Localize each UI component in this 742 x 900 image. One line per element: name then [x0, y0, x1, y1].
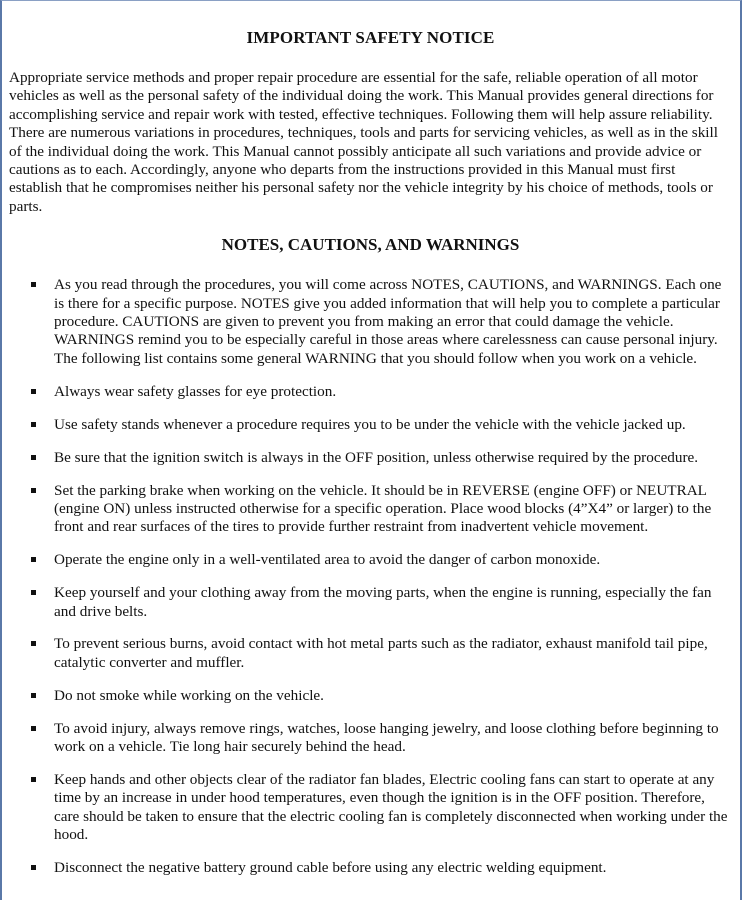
list-item-text: To prevent serious burns, avoid contact with hot metal parts such as the radiator, exhaust manifold tail pipe, catalytic converter and muffler.: [54, 635, 708, 671]
list-item-text: Set the parking brake when working on the vehicle. It should be in REVERSE (engine OFF) or NEUTRAL (engine ON) unless instructed otherwise for a specific operation. Place wood blocks (4”X4” or larger) to the front and rear surfaces of the tires to provide further restraint from inadvertent vehicle movement.: [54, 481, 712, 536]
list-item: [9, 482, 732, 537]
list-item: [9, 720, 732, 757]
list-item: [9, 416, 732, 434]
bullet-icon: [31, 641, 36, 646]
list-item: [9, 276, 732, 368]
list-item-text: Keep hands and other objects clear of the radiator fan blades, Electric cooling fans can start to operate at any time by an increase in under hood temperatures, even though the ignition is in the OFF position. Therefore, care should be taken to ensure that the electric cooling fan is completely disconnected when working under the hood.: [54, 770, 728, 844]
bullet-icon: [31, 422, 36, 427]
bullet-icon: [31, 557, 36, 562]
bullet-icon: [31, 455, 36, 460]
bullet-icon: [31, 389, 36, 394]
list-item: [9, 551, 732, 569]
bullet-icon: [31, 488, 36, 493]
bullet-icon: [31, 777, 36, 782]
list-item-text: Always wear safety glasses for eye protection.: [54, 382, 337, 400]
bullet-icon: [31, 590, 36, 595]
list-item-text: Be sure that the ignition switch is always in the OFF position, unless otherwise required by the procedure.: [54, 448, 699, 466]
list-item-text: Do not smoke while working on the vehicle.: [54, 686, 324, 704]
list-item: [9, 383, 732, 401]
list-item: [9, 635, 732, 672]
list-item: [9, 449, 732, 467]
list-item: [9, 687, 732, 705]
bullet-icon: [31, 865, 36, 870]
list-item-text: Disconnect the negative battery ground cable before using any electric welding equipment.: [54, 859, 607, 877]
warnings-list: [9, 276, 732, 877]
page-title: IMPORTANT SAFETY NOTICE: [246, 28, 495, 47]
bullet-icon: [31, 726, 36, 731]
list-item-text: To avoid injury, always remove rings, watches, loose hanging jewelry, and loose clothing before beginning to work on a vehicle. Tie long hair securely behind the head.: [54, 719, 719, 756]
bullet-icon: [31, 693, 36, 698]
list-item: [9, 859, 732, 877]
list-item-text: As you read through the procedures, you will come across NOTES, CAUTIONS, and WARNINGS. Each one is there for a specific purpose. NOTES give you added information that will help you to complete a particular procedure. CAUTIONS are given to prevent you from making an error that could damage the vehicle. WARNINGS remind you to be especially careful in those areas where carelessness can cause personal injury. The following list contains some general WARNING that you should follow when you work on a vehicle.: [54, 276, 722, 367]
list-item-text: Keep yourself and your clothing away from the moving parts, when the engine is running, especially the fan and drive belts.: [54, 584, 712, 620]
list-item: [9, 584, 732, 621]
intro-paragraph: Appropriate service methods and proper repair procedure are essential for the safe, reliable operation of all motor vehicles as well as the personal safety of the individual doing the work. This Manual provides general directions for accomplishing service and repair work with tested, effective techniques. Following them will help assure reliability. There are numerous variations in procedures, techniques, tools and parts for servicing vehicles, as well as in the skill of the individual doing the work. This Manual cannot possibly anticipate all such variations and provide advice or cautions as to each. Accordingly, anyone who departs from the instructions provided in this Manual must first establish that he compromises neither his personal safety nor the vehicle integrity by his choice of methods, tools or parts.: [9, 69, 718, 215]
list-item-text: Use safety stands whenever a procedure requires you to be under the vehicle with the vehicle jacked up.: [54, 415, 686, 433]
list-item: [9, 771, 732, 845]
list-item-text: Operate the engine only in a well-ventilated area to avoid the danger of carbon monoxide.: [54, 551, 601, 569]
section-title: NOTES, CAUTIONS, AND WARNINGS: [221, 235, 520, 255]
bullet-icon: [31, 282, 36, 287]
